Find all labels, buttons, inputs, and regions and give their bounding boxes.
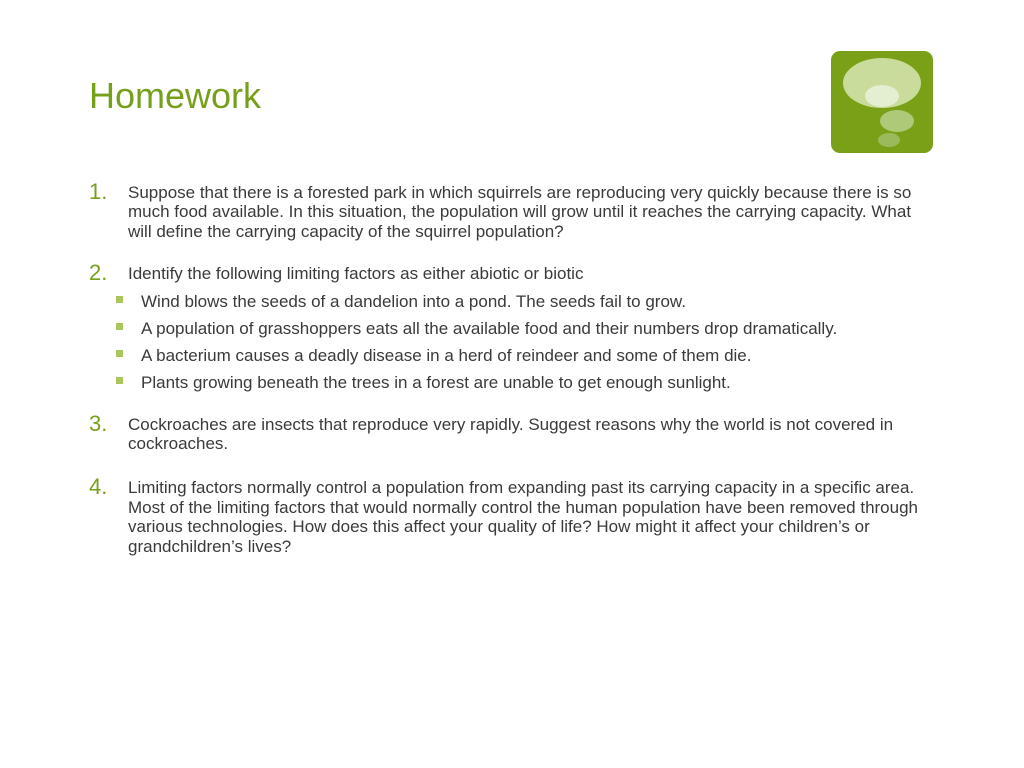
square-bullet-icon xyxy=(116,350,123,357)
homework-item-1 xyxy=(89,179,939,241)
sub-item-text: Wind blows the seeds of a dandelion into a pond. The seeds fail to grow. xyxy=(141,291,686,311)
sub-item xyxy=(128,319,939,338)
sub-list xyxy=(128,292,939,392)
square-bullet-icon xyxy=(116,296,123,303)
thought-bubble-icon xyxy=(831,51,933,153)
homework-list xyxy=(89,178,939,556)
sub-item-text: A bacterium causes a deadly disease in a herd of reindeer and some of them die. xyxy=(141,345,752,365)
sub-item xyxy=(128,373,939,392)
sub-item xyxy=(128,292,939,311)
sub-item-text: Plants growing beneath the trees in a forest are unable to get enough sunlight. xyxy=(141,372,731,392)
homework-item-2 xyxy=(89,260,939,392)
square-bullet-icon xyxy=(116,323,123,330)
homework-item-4 xyxy=(89,474,939,556)
square-bullet-icon xyxy=(116,377,123,384)
sub-item-text: A population of grasshoppers eats all the available food and their numbers drop dramatically. xyxy=(141,318,838,338)
item-number: 4. xyxy=(89,474,108,500)
item-text: Identify the following limiting factors as either abiotic or biotic xyxy=(128,264,584,284)
item-text: Suppose that there is a forested park in which squirrels are reproducing very quickly because there is so much food available. In this situation, the population will grow until it reaches the carrying capacity. What will define the carrying capacity of the squirrel population? xyxy=(128,183,912,241)
item-number: 1. xyxy=(89,179,108,204)
homework-item-3 xyxy=(89,410,939,454)
slide-title: Homework xyxy=(89,75,262,116)
item-text: Cockroaches are insects that reproduce very rapidly. Suggest reasons why the world is not covered in cockroaches. xyxy=(128,414,894,454)
item-text: Limiting factors normally control a population from expanding past its carrying capacity in a specific area. Most of the limiting factors that would normally control the human population have been removed through various technologies. How does this affect your quality of life? How might it affect your children’s or grandchildren’s lives? xyxy=(128,478,919,556)
sub-item xyxy=(128,346,939,365)
item-number: 2. xyxy=(89,260,108,286)
item-number: 3. xyxy=(89,410,108,436)
